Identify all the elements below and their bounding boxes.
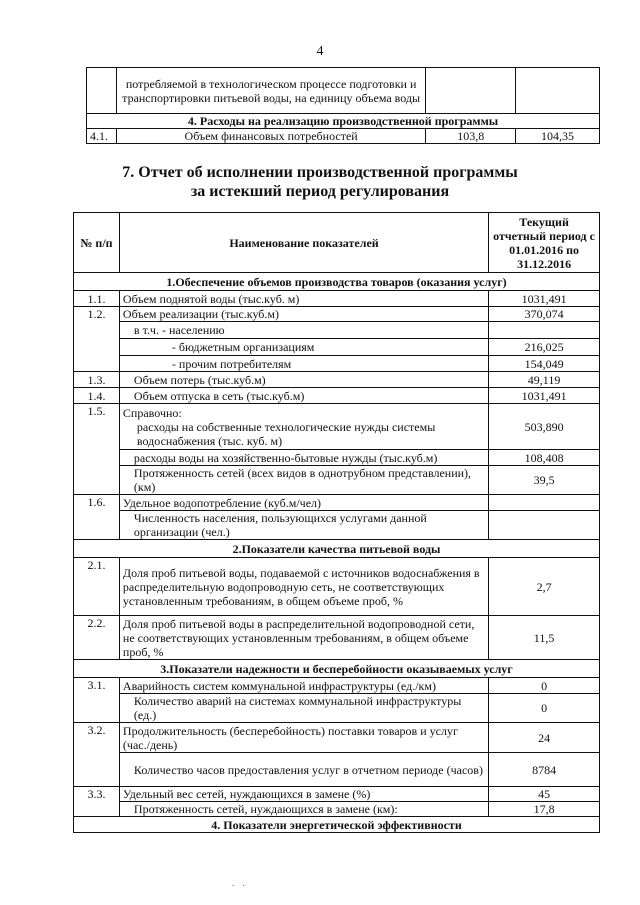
value-cell: 108,408 — [489, 450, 600, 466]
row-num: 4.1. — [87, 129, 117, 144]
row-name: Количество часов предоставления услуг в отчетном периоде (часов) — [119, 753, 488, 787]
page-title: 7. Отчет об исполнении производственной программы за истекший период регулирования — [122, 164, 518, 200]
row-name: - бюджетным организациям — [119, 339, 488, 356]
value-cell: 216,025 — [489, 339, 600, 356]
row-name: Количество аварий на системах коммунальной инфраструктуры (ед.) — [119, 694, 488, 723]
row-num: 1.3. — [74, 372, 120, 388]
value-cell — [489, 495, 600, 511]
row-name: Объем поднятой воды (тыс.куб. м) — [119, 291, 488, 307]
report-table — [73, 212, 600, 833]
value-cell: 2,7 — [489, 558, 600, 616]
row-num: 1.2. — [74, 307, 120, 372]
section-title: 4. Показатели энергетической эффективности — [74, 817, 600, 833]
row-num: 1.6. — [74, 495, 120, 540]
row-name: Справочно: расходы на собственные технологические нужды системы водоснабжения (тыс. куб. м) — [119, 404, 488, 450]
value-cell: 17,8 — [489, 802, 600, 817]
row-num: 1.5. — [74, 404, 120, 495]
value-cell: 24 — [489, 723, 600, 753]
value-cell: 39,5 — [489, 466, 600, 495]
row-num: 1.4. — [74, 388, 120, 404]
row-name: Численность населения, пользующихся услугами данной организации (чел.) — [119, 511, 488, 540]
value-cell: 0 — [489, 678, 600, 694]
row-name: Удельный вес сетей, нуждающихся в замене (%) — [119, 787, 488, 802]
col-header-value: Текущий отчетный период с 01.01.2016 по 31.12.2016 — [489, 213, 600, 273]
value-cell: 503,890 — [489, 404, 600, 450]
row-num: 2.1. — [74, 558, 120, 616]
value-cell — [489, 322, 600, 339]
row-name: Объем финансовых потребностей — [116, 129, 425, 144]
value-cell: 11,5 — [489, 616, 600, 660]
row-name: в т.ч. - населению — [119, 322, 488, 339]
col-header-name: Наименование показателей — [119, 213, 488, 273]
top-table — [86, 67, 600, 144]
row-name: Объем потерь (тыс.куб.м) — [119, 372, 488, 388]
row-name: Удельное водопотребление (куб.м/чел) — [119, 495, 488, 511]
row-name: Продолжительность (бесперебойность) поставки товаров и услуг (час./день) — [119, 723, 488, 753]
col-header-num: № п/п — [74, 213, 120, 273]
section-title: 3.Показатели надежности и бесперебойности оказываемых услуг — [74, 660, 600, 678]
section-4-title: 4. Расходы на реализацию производственной программы — [87, 114, 600, 129]
row-name: Объем отпуска в сеть (тыс.куб.м) — [119, 388, 488, 404]
row-name: Протяженность сетей (всех видов в однотрубном представлении), (км) — [119, 466, 488, 495]
section-title: 2.Показатели качества питьевой воды — [74, 540, 600, 558]
row-name: Доля проб питьевой воды, подаваемой с источников водоснабжения в распределительную водопроводную сеть, не соответствующих установленным требованиям, в общем объеме проб, % — [119, 558, 488, 616]
row-num: 3.3. — [74, 787, 120, 817]
value-cell: 8784 — [489, 753, 600, 787]
value-cell: 0 — [489, 694, 600, 723]
row-name: расходы воды на хозяйственно-бытовые нужды (тыс.куб.м) — [119, 450, 488, 466]
value-cell — [489, 511, 600, 540]
row-name: - прочим потребителям — [119, 356, 488, 372]
value-cell: 1031,491 — [489, 388, 600, 404]
value-cell: 1031,491 — [489, 291, 600, 307]
row-name: Доля проб питьевой воды в распределительной водопроводной сети, не соответствующих установленным требованиям, в общем объеме проб, % — [119, 616, 488, 660]
section-title: 1.Обеспечение объемов производства товаров (оказания услуг) — [74, 273, 600, 291]
row-name: Протяженность сетей, нуждающихся в замене (км): — [119, 802, 488, 817]
value-cell: 104,35 — [516, 129, 600, 144]
page-number: 4 — [316, 44, 324, 59]
value-cell: 45 — [489, 787, 600, 802]
row-name: Объем реализации (тыс.куб.м) — [119, 307, 488, 322]
row-num: 1.1. — [74, 291, 120, 307]
row-text: потребляемой в технологическом процессе подготовки и транспортировки питьевой воды, на единицу объема воды — [116, 68, 425, 114]
row-name: Аварийность систем коммунальной инфраструктуры (ед./км) — [119, 678, 488, 694]
value-cell: 154,049 — [489, 356, 600, 372]
value-cell: 103,8 — [426, 129, 516, 144]
row-num: 3.1. — [74, 678, 120, 723]
scan-artifact: . . — [232, 878, 248, 888]
row-num: 3.2. — [74, 723, 120, 787]
value-cell: 49,119 — [489, 372, 600, 388]
row-num: 2.2. — [74, 616, 120, 660]
value-cell: 370,074 — [489, 307, 600, 322]
